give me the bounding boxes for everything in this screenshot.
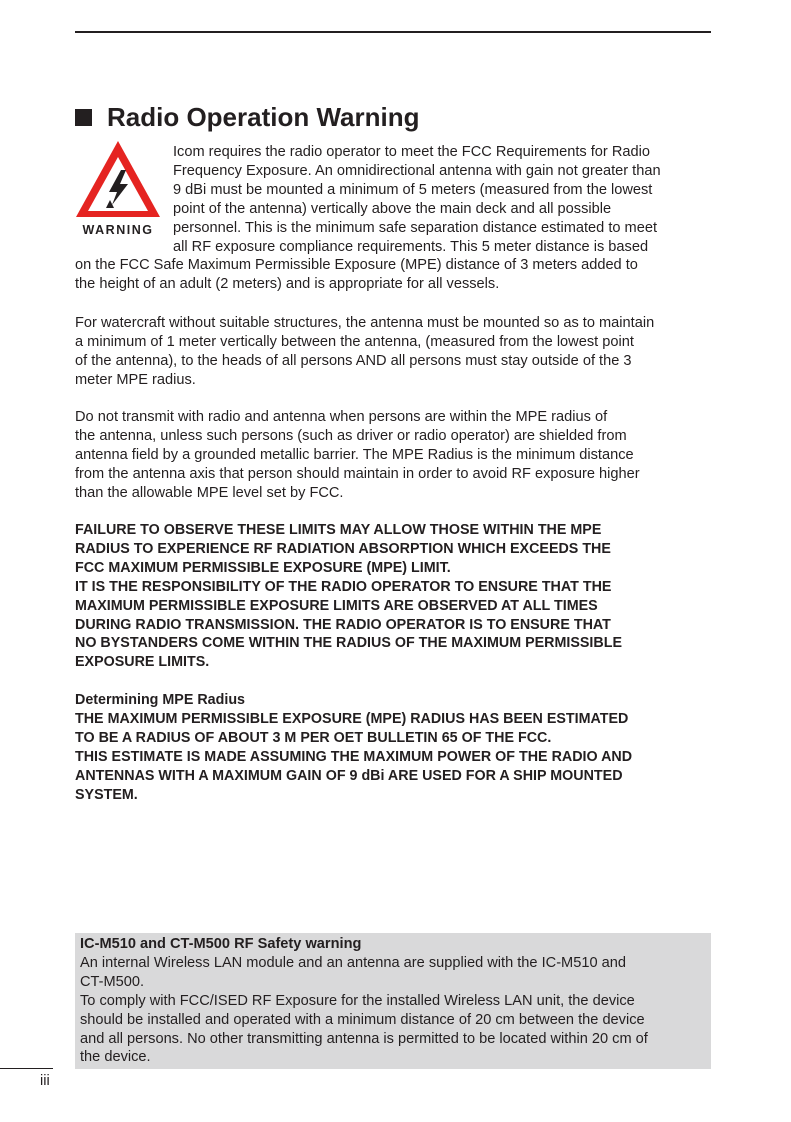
watercraft-paragraph: [75, 314, 715, 390]
paragraph-line: FAILURE TO OBSERVE THESE LIMITS MAY ALLOW THOSE WITHIN THE MPE: [75, 522, 602, 538]
section-heading: [75, 100, 419, 134]
subheading: Determining MPE Radius: [75, 692, 245, 708]
paragraph-line: Do not transmit with radio and antenna when persons are within the MPE radius of: [75, 409, 608, 425]
page-title: Radio Operation Warning: [107, 101, 420, 132]
paragraph-line: 9 dBi must be mounted a minimum of 5 meters (measured from the lowest: [173, 181, 653, 198]
note-title: IC-M510 and CT-M500 RF Safety warning: [80, 936, 362, 952]
page-number-rule: [0, 1068, 53, 1069]
paragraph-line: RADIUS TO EXPERIENCE RF RADIATION ABSORPTION WHICH EXCEEDS THE: [75, 540, 611, 557]
paragraph-line: THE MAXIMUM PERMISSIBLE EXPOSURE (MPE) RADIUS HAS BEEN ESTIMATED: [75, 710, 629, 727]
transmit-paragraph: [75, 408, 715, 503]
note-line: CT-M500.: [80, 973, 145, 990]
failure-warning-paragraph: [75, 521, 715, 672]
paragraph-line: of the antenna), to the heads of all persons AND all persons must stay outside of the 3: [75, 352, 632, 369]
paragraph-line: IT IS THE RESPONSIBILITY OF THE RADIO OPERATOR TO ENSURE THAT THE: [75, 578, 612, 595]
paragraph-line: ANTENNAS WITH A MAXIMUM GAIN OF 9 dBi ARE USED FOR A SHIP MOUNTED: [75, 767, 623, 784]
paragraph-line: NO BYSTANDERS COME WITHIN THE RADIUS OF THE MAXIMUM PERMISSIBLE: [75, 635, 622, 652]
note-line: To comply with FCC/ISED RF Exposure for the installed Wireless LAN unit, the device: [80, 992, 635, 1009]
top-rule: [75, 31, 711, 33]
paragraph-line: meter MPE radius.: [75, 371, 196, 388]
paragraph-line: point of the antenna) vertically above the main deck and all possible: [173, 200, 612, 217]
paragraph-line: all RF exposure compliance requirements. This 5 meter distance is based: [173, 238, 649, 255]
page-number: iii: [40, 1073, 50, 1089]
warning-label: WARNING: [82, 223, 154, 237]
mpe-radius-paragraph: [75, 691, 715, 804]
note-line: and all persons. No other transmitting antenna is permitted to be located within 20 cm of: [80, 1030, 648, 1047]
paragraph-line: than the allowable MPE level set by FCC.: [75, 484, 344, 501]
paragraph-line: from the antenna axis that person should maintain in order to avoid RF exposure higher: [75, 465, 640, 482]
note-line: the device.: [80, 1049, 151, 1066]
paragraph-line: SYSTEM.: [75, 786, 138, 803]
paragraph-line: EXPOSURE LIMITS.: [75, 654, 210, 671]
paragraph-line: the antenna, unless such persons (such as driver or radio operator) are shielded from: [75, 427, 627, 444]
intro-paragraph: [75, 143, 715, 294]
paragraph-line: THIS ESTIMATE IS MADE ASSUMING THE MAXIMUM POWER OF THE RADIO AND: [75, 748, 633, 765]
rf-safety-note-box: [75, 933, 711, 1069]
paragraph-line: Frequency Exposure. An omnidirectional antenna with gain not greater than: [173, 162, 661, 179]
note-line: should be installed and operated with a minimum distance of 20 cm between the device: [80, 1011, 645, 1028]
paragraph-line: TO BE A RADIUS OF ABOUT 3 M PER OET BULLETIN 65 OF THE FCC.: [75, 729, 552, 746]
square-bullet-icon: [75, 109, 92, 126]
paragraph-line: on the FCC Safe Maximum Permissible Exposure (MPE) distance of 3 meters added to: [75, 257, 638, 274]
paragraph-line: For watercraft without suitable structures, the antenna must be mounted so as to maintain: [75, 315, 655, 331]
note-line: An internal Wireless LAN module and an antenna are supplied with the IC-M510 and: [80, 954, 626, 971]
paragraph-line: antenna field by a grounded metallic barrier. The MPE Radius is the minimum distance: [75, 446, 634, 463]
paragraph-line: DURING RADIO TRANSMISSION. THE RADIO OPERATOR IS TO ENSURE THAT: [75, 616, 611, 633]
paragraph-line: MAXIMUM PERMISSIBLE EXPOSURE LIMITS ARE OBSERVED AT ALL TIMES: [75, 597, 598, 614]
paragraph-line: FCC MAXIMUM PERMISSIBLE EXPOSURE (MPE) LIMIT.: [75, 559, 451, 576]
paragraph-line: a minimum of 1 meter vertically between the antenna, (measured from the lowest point: [75, 333, 634, 350]
paragraph-line: personnel. This is the minimum safe separation distance estimated to meet: [173, 219, 657, 236]
paragraph-line: Icom requires the radio operator to meet the FCC Requirements for Radio: [173, 144, 650, 160]
paragraph-line: the height of an adult (2 meters) and is appropriate for all vessels.: [75, 276, 500, 293]
